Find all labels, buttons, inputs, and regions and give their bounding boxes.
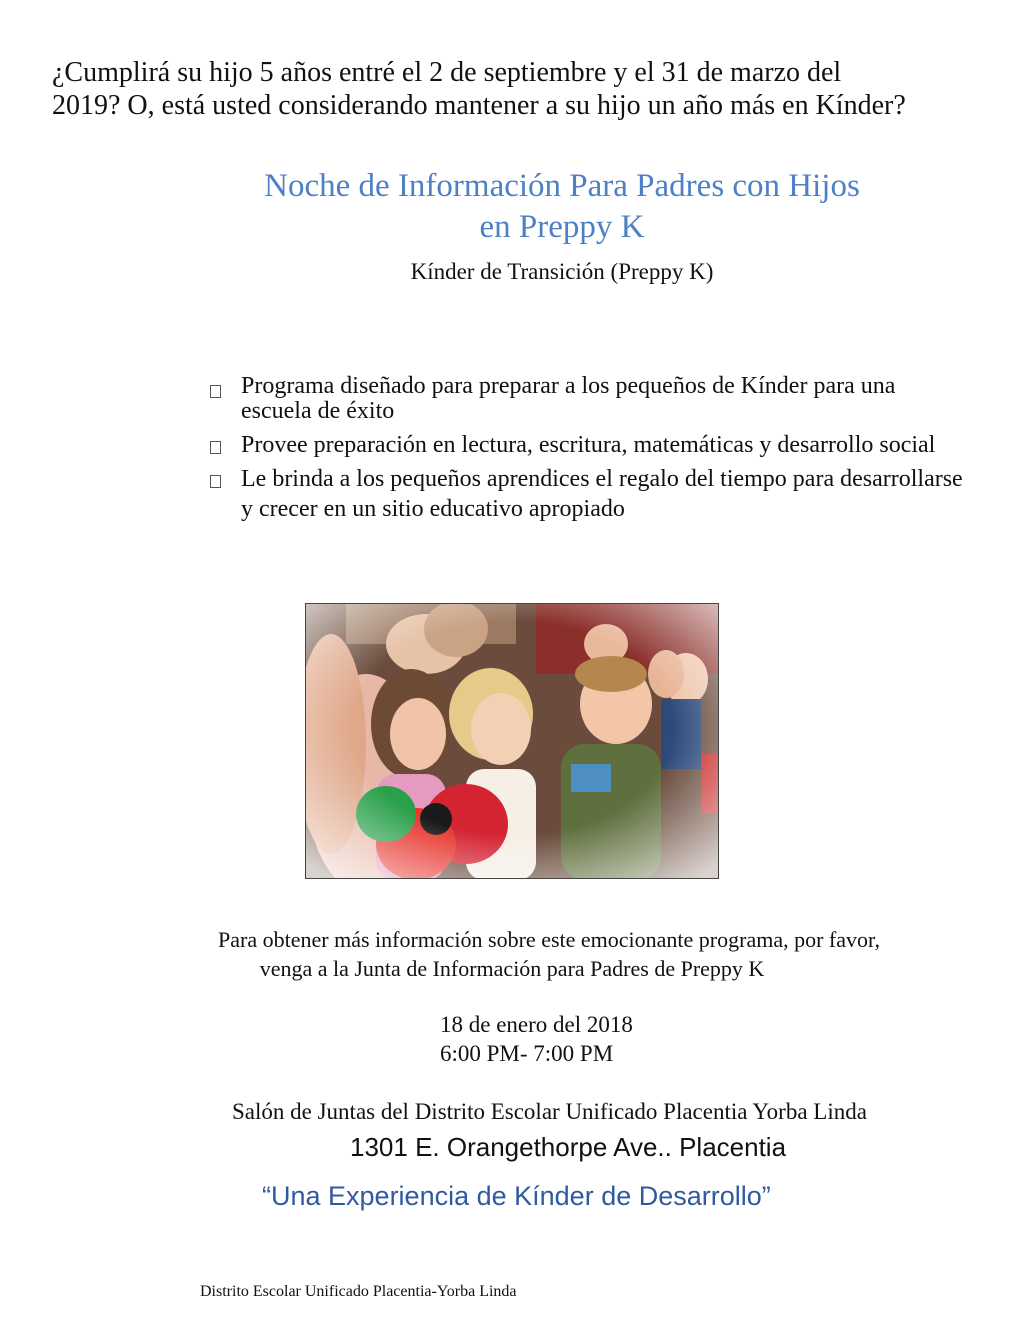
event-time: 6:00 PM- 7:00 PM <box>440 1041 614 1066</box>
cta-line-2: venga a la Junta de Información para Padres de Preppy K <box>259 956 765 981</box>
bullet-icon <box>210 441 221 454</box>
bullet-text: Le brinda a los pequeños aprendices el regalo del tiempo para desarrollarse y crecer en un sitio educativo apropiado <box>241 466 963 522</box>
bullet-text: Programa diseñado para preparar a los pequeños de Kínder para una escuela de éxito <box>241 373 896 424</box>
intro-line-1: ¿Cumplirá su hijo 5 años entré el 2 de septiembre y el 31 de marzo del <box>52 57 842 88</box>
event-date: 18 de enero del 2018 <box>440 1012 633 1037</box>
bullet-text: Provee preparación en lectura, escritura, matemáticas y desarrollo social <box>241 432 936 458</box>
benefits-list <box>206 374 966 528</box>
title-line-1: Noche de Información Para Padres con Hijos <box>264 168 860 204</box>
list-item <box>206 464 966 524</box>
title-line-2: en Preppy K <box>479 209 645 245</box>
event-datetime <box>440 1010 633 1068</box>
bullet-icon <box>210 385 221 398</box>
intro-question <box>52 56 992 122</box>
children-classroom-photo <box>305 603 719 879</box>
intro-line-2: 2019? O, está usted considerando mantener a su hijo un año más en Kínder? <box>52 90 906 121</box>
program-subtitle: Kínder de Transición (Preppy K) <box>410 259 714 284</box>
bullet-icon <box>210 475 221 488</box>
cta-line-1: Para obtener más información sobre este emocionante programa, por favor, <box>218 927 880 952</box>
program-slogan: “Una Experiencia de Kínder de Desarrollo” <box>262 1181 771 1211</box>
call-to-action <box>110 925 994 983</box>
list-item <box>206 430 966 460</box>
event-title <box>150 166 974 248</box>
list-item <box>206 374 966 424</box>
event-address: 1301 E. Orangethorpe Ave.. Placentia <box>350 1132 787 1162</box>
event-venue: Salón de Juntas del Distrito Escolar Unificado Placentia Yorba Linda <box>232 1099 867 1124</box>
footer-district: Distrito Escolar Unificado Placentia-Yorba Linda <box>200 1283 517 1300</box>
children-photo-illustration <box>306 604 719 879</box>
